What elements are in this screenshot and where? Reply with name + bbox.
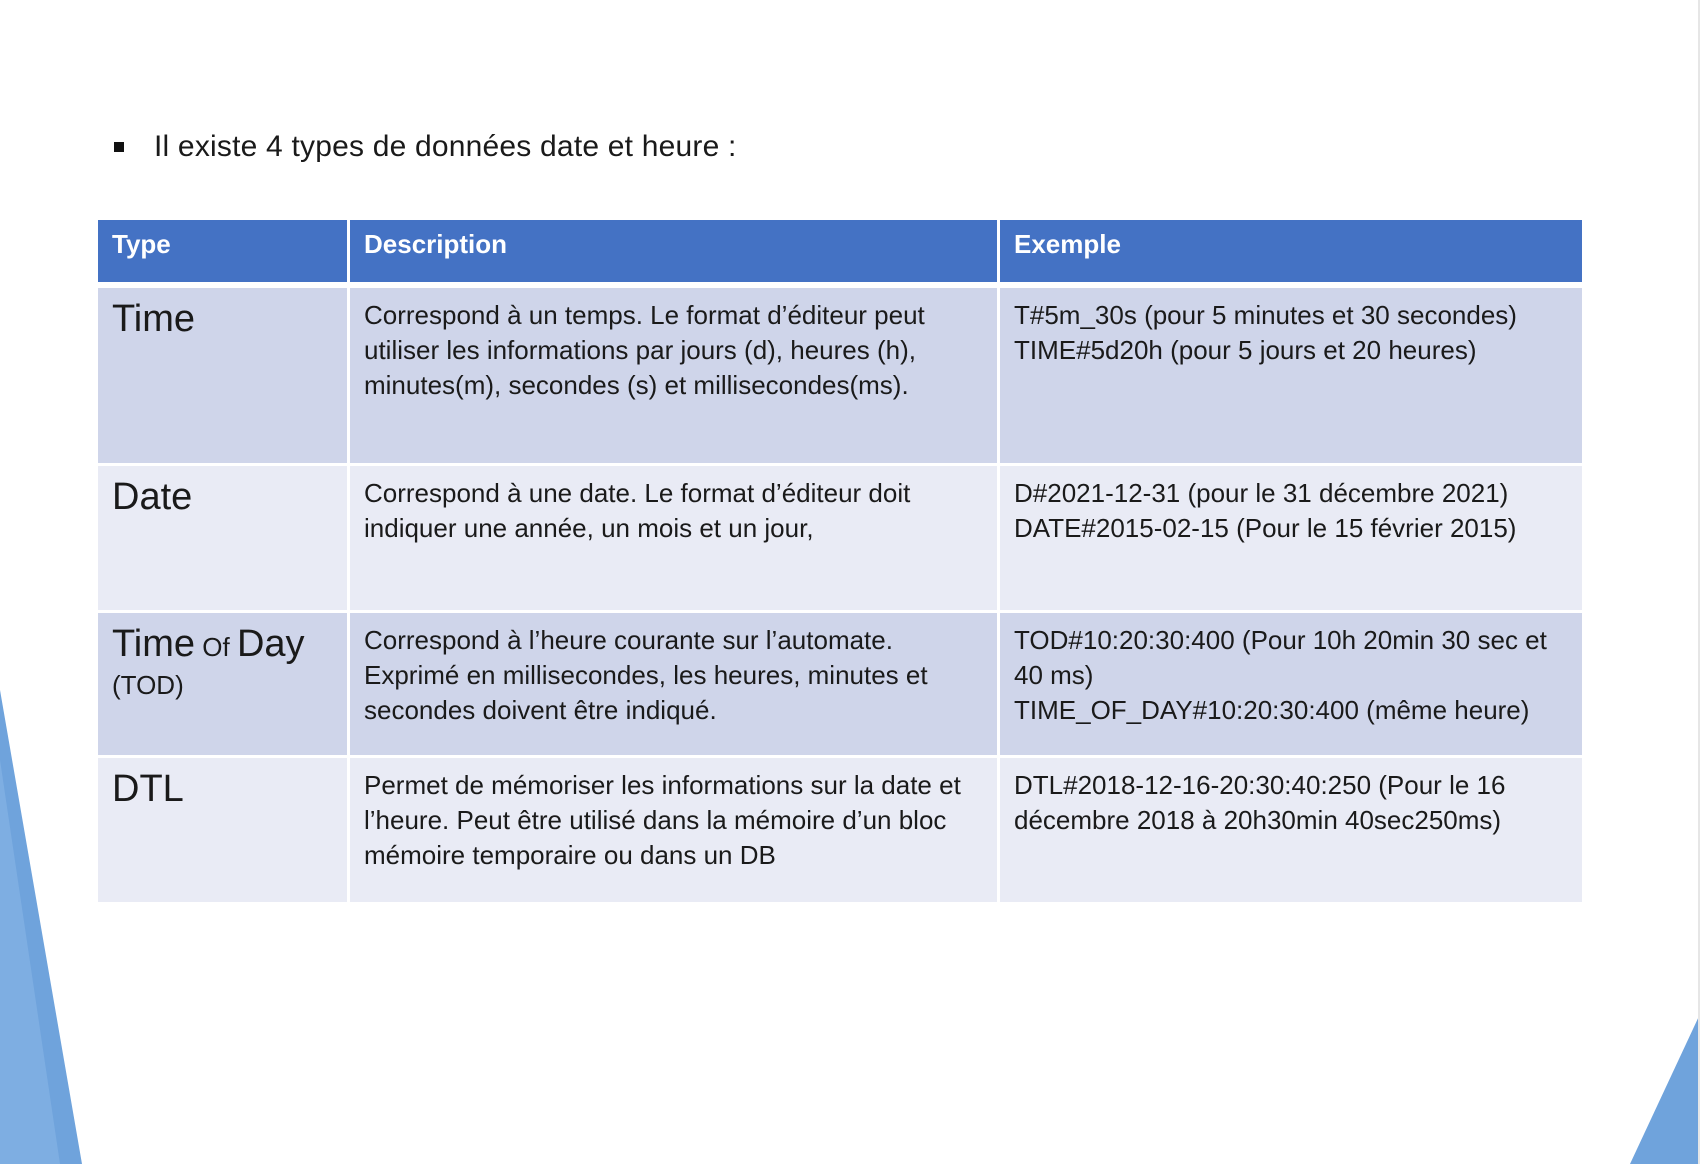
type-name: DTL	[112, 768, 184, 810]
left-decorative-shape	[0, 0, 90, 1164]
table-row	[98, 288, 1582, 466]
description-cell: Permet de mémoriser les informations sur la date et l’heure. Peut être utilisé dans la mémoire d’un bloc mémoire temporaire ou dans un DB	[350, 758, 1000, 905]
exemple-line: TIME#5d20h (pour 5 jours et 20 heures)	[1014, 335, 1477, 365]
table-row	[98, 613, 1582, 758]
type-name-part: Day	[236, 623, 305, 665]
intro-bullet	[114, 122, 737, 172]
right-decorative-shape	[1630, 1014, 1700, 1164]
exemple-cell	[1000, 613, 1582, 758]
type-cell	[98, 466, 350, 613]
bullet-icon	[114, 142, 124, 152]
exemple-cell	[1000, 288, 1582, 466]
description-cell: Correspond à un temps. Le format d’éditeur peut utiliser les informations par jours (d), heures (h), minutes(m), secondes (s) et millisecondes(ms).	[350, 288, 1000, 466]
type-abbreviation: (TOD)	[112, 670, 184, 700]
exemple-line: DATE#2015-02-15 (Pour le 15 février 2015)	[1014, 513, 1517, 543]
type-name: Time	[112, 298, 196, 340]
exemple-line: TOD#10:20:30:400 (Pour 10h 20min 30 sec et 40 ms)	[1014, 625, 1547, 690]
header-type: Type	[98, 220, 350, 288]
type-name-part: Of	[202, 632, 230, 662]
table-row	[98, 758, 1582, 905]
type-cell	[98, 758, 350, 905]
exemple-cell	[1000, 466, 1582, 613]
exemple-line: TIME_OF_DAY#10:20:30:400 (même heure)	[1014, 695, 1530, 725]
table-header-row	[98, 220, 1582, 288]
date-time-types-table	[98, 220, 1582, 905]
exemple-cell	[1000, 758, 1582, 905]
type-cell	[98, 288, 350, 466]
exemple-line: T#5m_30s (pour 5 minutes et 30 secondes)	[1014, 300, 1517, 330]
intro-text: Il existe 4 types de données date et heure :	[154, 130, 737, 163]
header-exemple: Exemple	[1000, 220, 1582, 288]
description-cell: Correspond à une date. Le format d’éditeur doit indiquer une année, un mois et un jour,	[350, 466, 1000, 613]
type-cell	[98, 613, 350, 758]
type-name-part: Time	[112, 623, 196, 665]
exemple-line: D#2021-12-31 (pour le 31 décembre 2021)	[1014, 478, 1509, 508]
type-name: Date	[112, 476, 193, 518]
exemple-line: DTL#2018-12-16-20:30:40:250 (Pour le 16 décembre 2018 à 20h30min 40sec250ms)	[1014, 770, 1506, 835]
header-description: Description	[350, 220, 1000, 288]
description-cell: Correspond à l’heure courante sur l’automate. Exprimé en millisecondes, les heures, minutes et secondes doivent être indiqué.	[350, 613, 1000, 758]
table-row	[98, 466, 1582, 613]
